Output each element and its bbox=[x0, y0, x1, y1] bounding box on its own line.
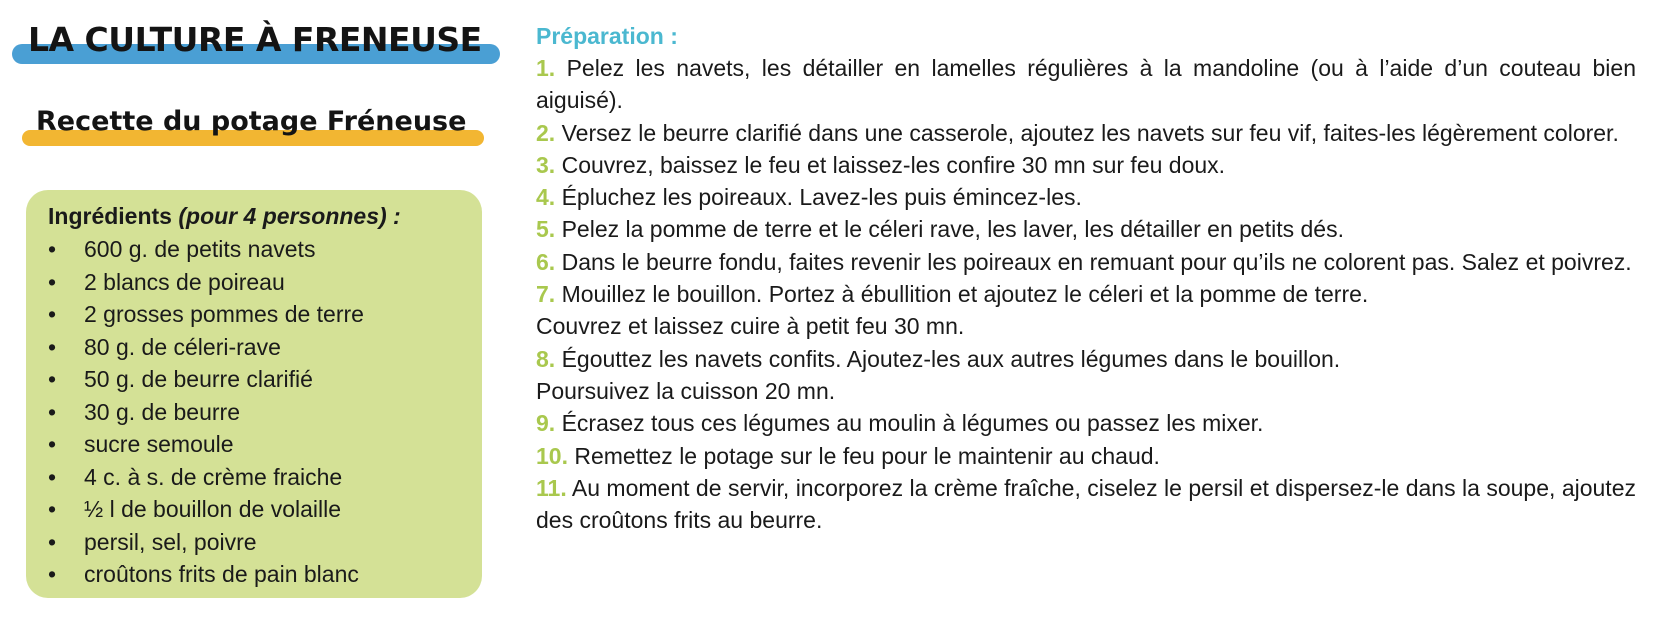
bullet-icon: • bbox=[48, 398, 57, 425]
ingredients-panel bbox=[26, 190, 482, 598]
step-number: 11. bbox=[536, 474, 567, 501]
preparation-step bbox=[536, 440, 1636, 472]
step-number: 3. bbox=[536, 151, 556, 178]
step-text: Couvrez, baissez le feu et laissez-les confire 30 mn sur feu doux. bbox=[561, 151, 1226, 178]
bullet-icon: • bbox=[48, 463, 57, 490]
step-text: Pelez les navets, les détailler en lamelles régulières à la mandoline (ou à l’aide d’un couteau bien aiguisé). bbox=[536, 55, 1636, 114]
ingredient-item bbox=[48, 233, 462, 266]
step-text: Poursuivez la cuisson 20 mn. bbox=[536, 377, 836, 404]
step-number: 2. bbox=[536, 119, 556, 146]
bullet-icon: • bbox=[48, 366, 57, 392]
step-text: Remettez le potage sur le feu pour le maintenir au chaud. bbox=[574, 442, 1160, 469]
preparation-heading: Préparation : bbox=[536, 23, 678, 49]
ingredient-text: 2 grosses pommes de terre bbox=[84, 301, 364, 327]
page-title: LA CULTURE À FRENEUSE bbox=[28, 20, 482, 59]
step-number: 4. bbox=[536, 184, 556, 211]
ingredient-item bbox=[48, 363, 462, 396]
bullet-icon: • bbox=[48, 561, 57, 587]
preparation-step bbox=[536, 149, 1636, 181]
title-banner bbox=[12, 14, 500, 74]
step-text: Pelez la pomme de terre et le céleri rave, les laver, les détailler en petits dés. bbox=[561, 216, 1344, 243]
preparation-step bbox=[536, 407, 1636, 439]
ingredient-text: 600 g. de petits navets bbox=[84, 236, 316, 262]
ingredient-text: 4 c. à s. de crème fraiche bbox=[84, 463, 343, 490]
bullet-icon: • bbox=[48, 528, 57, 555]
preparation-step bbox=[536, 310, 1636, 342]
bullet-icon: • bbox=[48, 333, 57, 360]
step-number: 7. bbox=[536, 281, 556, 308]
ingredient-text: sucre semoule bbox=[84, 431, 234, 457]
ingredients-list bbox=[48, 233, 462, 591]
ingredient-text: croûtons frits de pain blanc bbox=[84, 561, 359, 587]
ingredient-item bbox=[48, 558, 462, 591]
bullet-icon: • bbox=[48, 236, 57, 262]
preparation-steps bbox=[536, 52, 1636, 536]
step-text: Au moment de servir, incorporez la crème fraîche, ciselez le persil et dispersez-le dans la soupe, ajoutez des croûtons frits au beurre. bbox=[536, 474, 1636, 534]
ingredient-text: persil, sel, poivre bbox=[84, 528, 257, 555]
step-number: 10. bbox=[536, 442, 568, 469]
step-text: Écrasez tous ces légumes au moulin à légumes ou passez les mixer. bbox=[561, 410, 1264, 437]
bullet-icon: • bbox=[48, 431, 57, 457]
step-text: Épluchez les poireaux. Lavez-les puis émincez-les. bbox=[561, 184, 1082, 211]
preparation-step bbox=[536, 117, 1636, 149]
ingredient-text: 30 g. de beurre bbox=[84, 398, 241, 425]
ingredients-heading-label: Ingrédients bbox=[48, 203, 172, 229]
preparation-step bbox=[536, 213, 1636, 245]
bullet-icon: • bbox=[48, 496, 57, 522]
subtitle-banner bbox=[22, 104, 484, 150]
ingredient-text: ½ l de bouillon de volaille bbox=[84, 496, 342, 522]
ingredient-item bbox=[48, 298, 462, 331]
preparation-step bbox=[536, 52, 1636, 117]
bullet-icon: • bbox=[48, 301, 57, 327]
ingredient-item bbox=[48, 526, 462, 559]
preparation-step bbox=[536, 343, 1636, 375]
ingredient-item bbox=[48, 461, 462, 494]
step-number: 6. bbox=[536, 248, 556, 275]
ingredient-item bbox=[48, 331, 462, 364]
ingredient-item bbox=[48, 396, 462, 429]
preparation-step bbox=[536, 181, 1636, 213]
preparation-step bbox=[536, 375, 1636, 407]
ingredient-item bbox=[48, 428, 462, 461]
ingredients-servings-note: (pour 4 personnes) : bbox=[178, 203, 401, 229]
ingredient-item bbox=[48, 493, 462, 526]
step-text: Mouillez le bouillon. Portez à ébullition et ajoutez le céleri et la pomme de terre. bbox=[561, 281, 1369, 308]
preparation-step bbox=[536, 278, 1636, 310]
ingredient-text: 2 blancs de poireau bbox=[84, 268, 285, 295]
step-number: 5. bbox=[536, 216, 556, 243]
preparation-step bbox=[536, 246, 1636, 278]
bullet-icon: • bbox=[48, 268, 57, 295]
step-number: 8. bbox=[536, 345, 556, 372]
preparation-section bbox=[536, 20, 1636, 536]
step-text: Versez le beurre clarifié dans une casserole, ajoutez les navets sur feu vif, faites-les légèrement colorer. bbox=[561, 119, 1619, 146]
step-number: 9. bbox=[536, 410, 556, 437]
recipe-title: Recette du potage Fréneuse bbox=[36, 106, 467, 137]
ingredient-text: 80 g. de céleri-rave bbox=[84, 333, 281, 360]
preparation-step bbox=[536, 472, 1636, 537]
ingredients-heading bbox=[48, 200, 462, 232]
step-text: Égouttez les navets confits. Ajoutez-les aux autres légumes dans le bouillon. bbox=[561, 345, 1341, 372]
step-text: Dans le beurre fondu, faites revenir les poireaux en remuant pour qu’ils ne colorent pas. Salez et poivrez. bbox=[561, 248, 1632, 275]
ingredient-text: 50 g. de beurre clarifié bbox=[84, 366, 313, 392]
step-text: Couvrez et laissez cuire à petit feu 30 mn. bbox=[536, 313, 965, 340]
ingredient-item bbox=[48, 266, 462, 299]
step-number: 1. bbox=[536, 55, 556, 81]
